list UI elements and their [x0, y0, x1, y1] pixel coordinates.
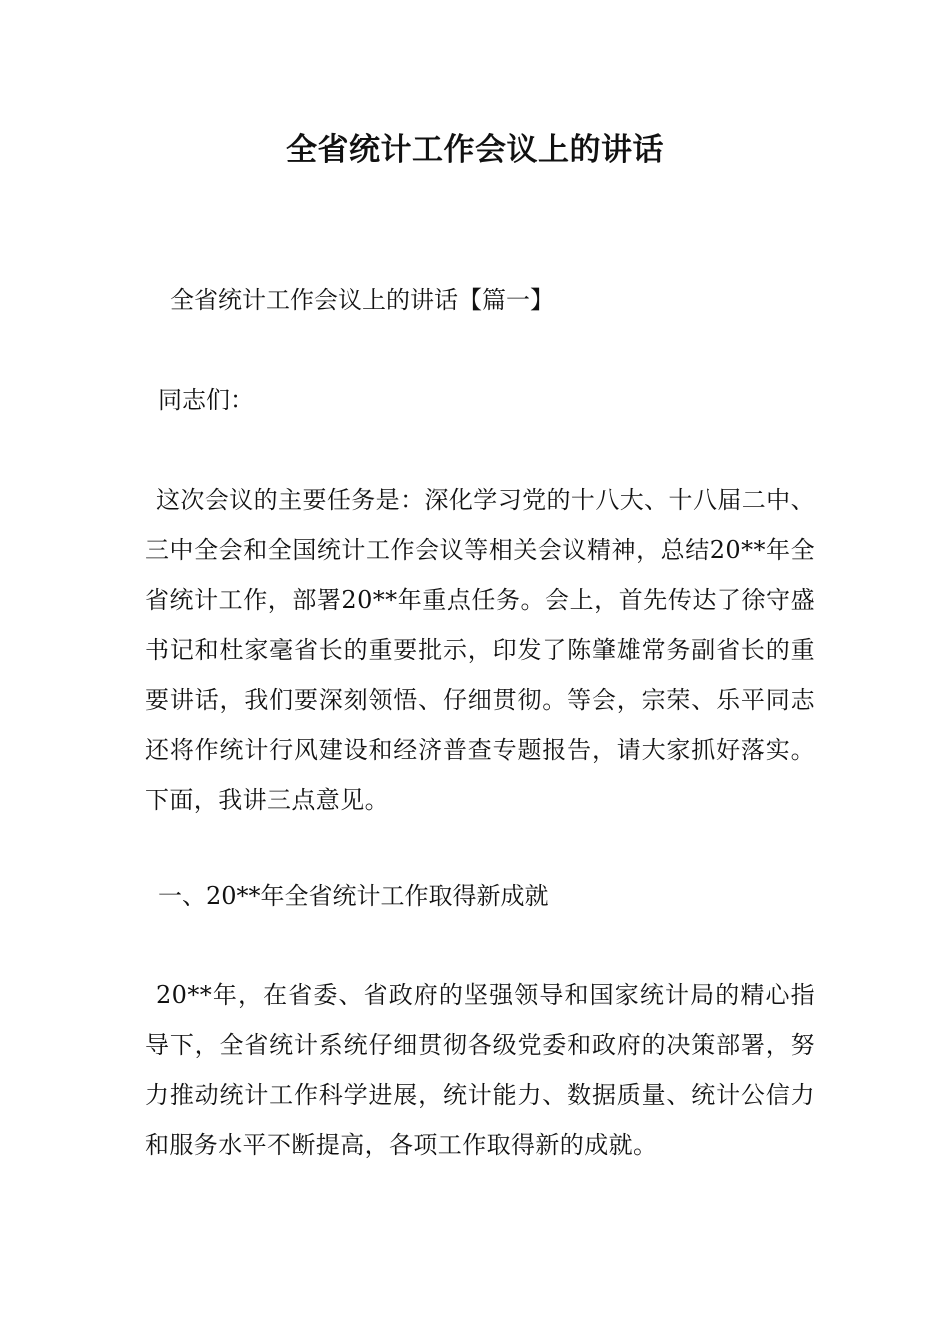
paragraph-achievements: 20**年，在省委、省政府的坚强领导和国家统计局的精心指导下，全省统计系统仔细贯彻各级党委和政府的决策部署，努力推动统计工作科学进展，统计能力、数据质量、统计公信力和服务水平不断提高，各项工作取得新的成就。: [145, 981, 815, 1159]
section-heading-1: 一、20**年全省统计工作取得新成就: [158, 882, 549, 910]
section-subtitle: 全省统计工作会议上的讲话【篇一】: [170, 286, 554, 314]
paragraph-intro: 这次会议的主要任务是：深化学习党的十八大、十八届二中、三中全会和全国统计工作会议等相关会议精神，总结20**年全省统计工作，部署20**年重点任务。会上，首先传达了徐守盛书记和杜家毫省长的重要批示，印发了陈肇雄常务副省长的重要讲话，我们要深刻领悟、仔细贯彻。等会，宗荣、乐平同志还将作统计行风建设和经济普查专题报告，请大家抓好落实。下面，我讲三点意见。: [145, 486, 815, 814]
document-title: 全省统计工作会议上的讲话: [286, 132, 664, 168]
salutation: 同志们：: [158, 386, 254, 414]
